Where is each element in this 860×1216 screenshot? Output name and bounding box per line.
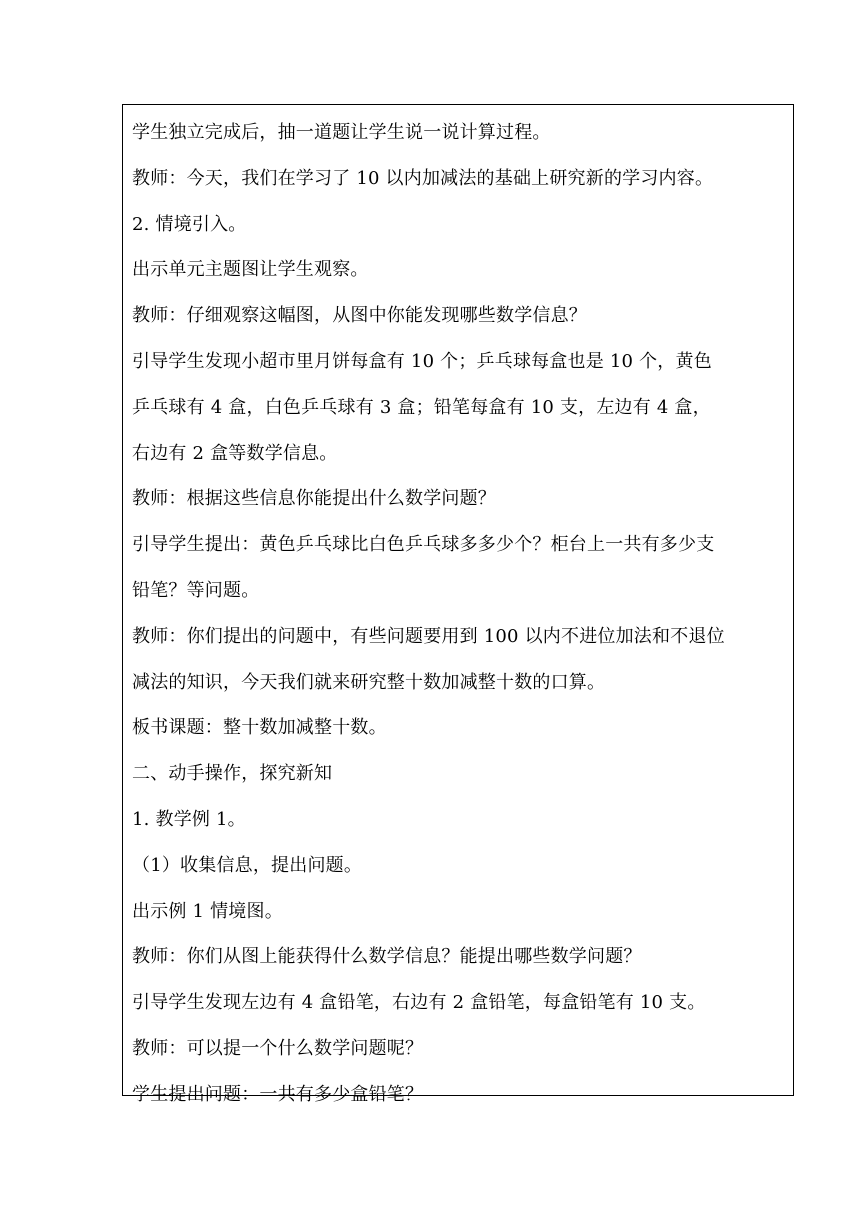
text-line: 减法的知识，今天我们就来研究整十数加减整十数的口算。	[132, 671, 606, 693]
text-line: 教师：你们提出的问题中，有些问题要用到 100 以内不进位加法和不退位	[132, 625, 725, 647]
text-line: 引导学生提出：黄色乒乓球比白色乒乓球多多少个？柜台上一共有多少支	[132, 534, 715, 556]
text-line: 2. 情境引入。	[132, 213, 247, 235]
text-line: 出示例 1 情境图。	[132, 900, 283, 922]
text-line: 乒乓球有 4 盒，白色乒乓球有 3 盒；铅笔每盒有 10 支，左边有 4 盒，	[132, 396, 711, 418]
section-heading: 二、动手操作，探究新知	[132, 763, 333, 785]
text-line: 出示单元主题图让学生观察。	[132, 259, 369, 281]
text-line: 右边有 2 盒等数学信息。	[132, 442, 338, 464]
text-line: （1）收集信息，提出问题。	[132, 854, 363, 876]
text-line: 教师：可以提一个什么数学问题呢？	[132, 1037, 424, 1059]
text-line: 铅笔？等问题。	[132, 579, 260, 601]
text-line: 板书课题：整十数加减整十数。	[132, 717, 387, 739]
cell-content	[132, 110, 792, 1118]
text-line: 教师：根据这些信息你能提出什么数学问题？	[132, 488, 496, 510]
text-line: 教师：你们从图上能获得什么数学信息？能提出哪些数学问题？	[132, 946, 642, 968]
text-line: 引导学生发现小超市里月饼每盒有 10 个；乒乓球每盒也是 10 个，黄色	[132, 350, 712, 372]
text-line: 学生独立完成后，抽一道题让学生说一说计算过程。	[132, 122, 551, 143]
text-line: 教师：今天，我们在学习了 10 以内加减法的基础上研究新的学习内容。	[132, 167, 714, 189]
text-line: 1. 教学例 1。	[132, 808, 246, 830]
text-line: 引导学生发现左边有 4 盒铅笔，右边有 2 盒铅笔，每盒铅笔有 10 支。	[132, 992, 706, 1014]
text-line: 教师：仔细观察这幅图，从图中你能发现哪些数学信息？	[132, 305, 587, 327]
text-line: 学生提出问题：一共有多少盒铅笔？	[132, 1083, 424, 1105]
